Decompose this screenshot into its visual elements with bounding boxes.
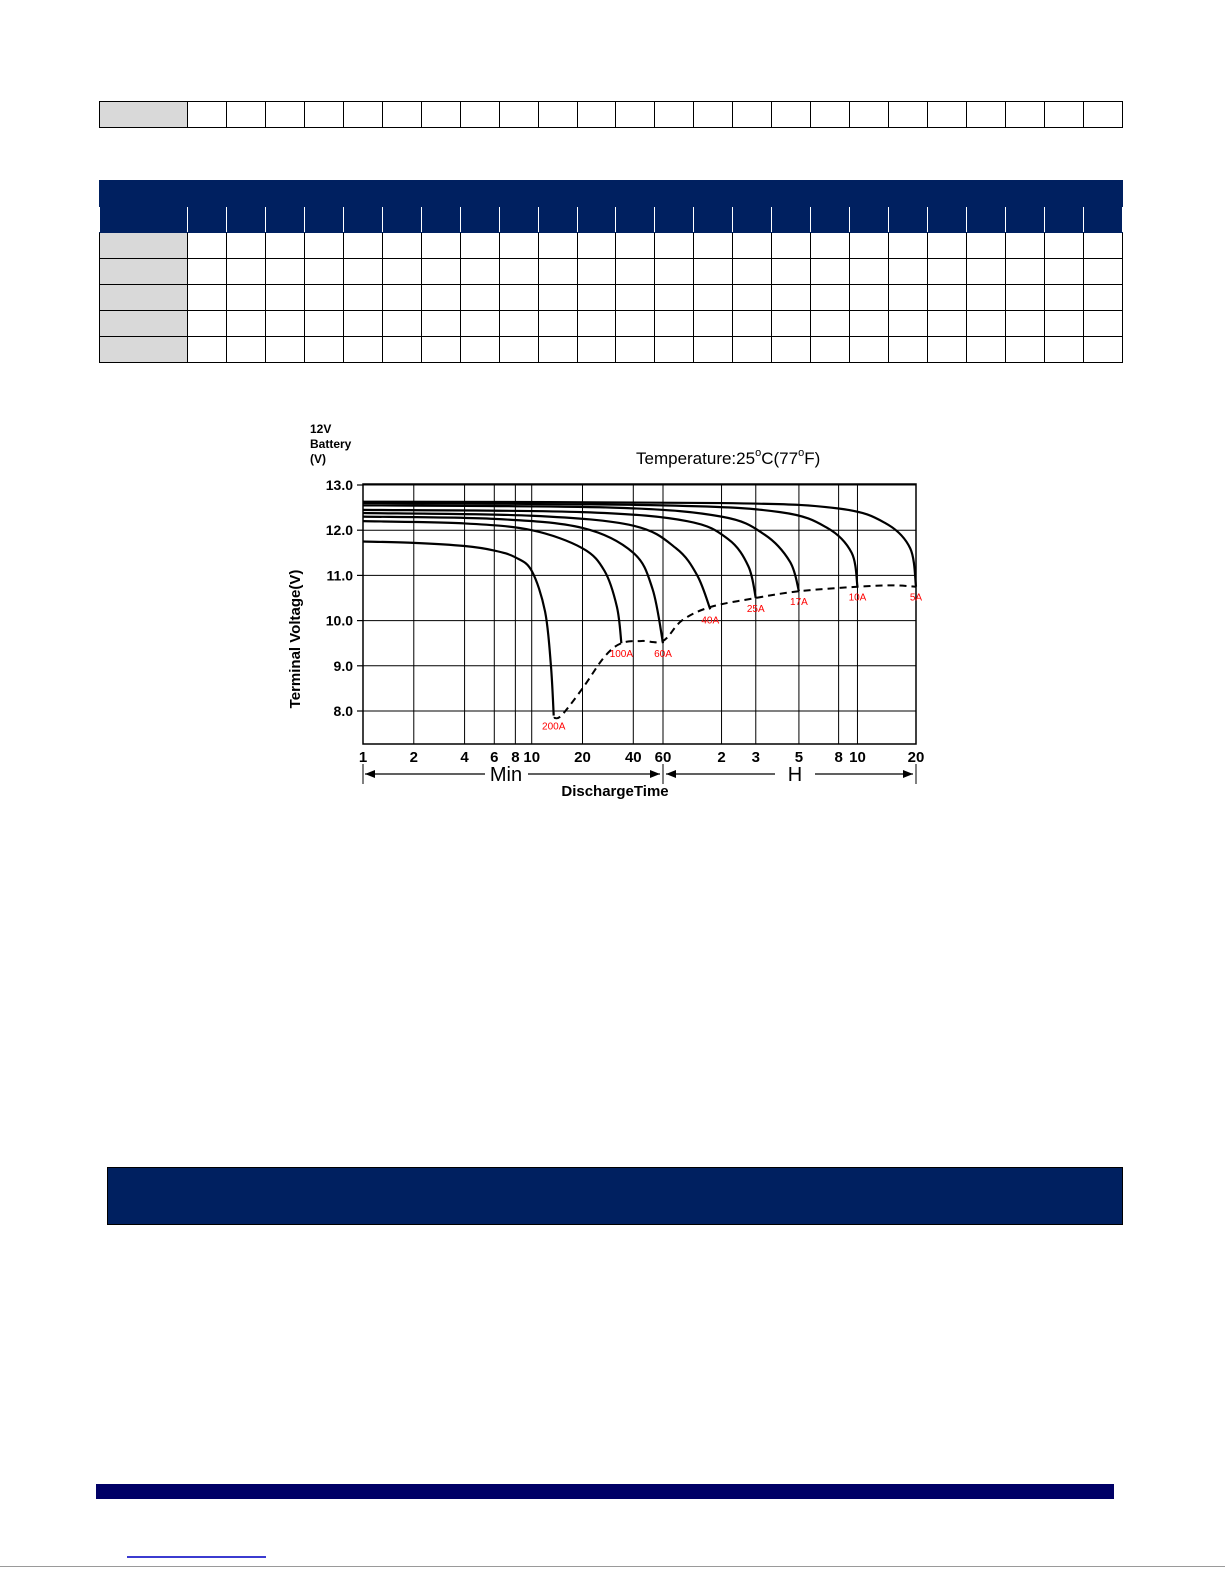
table-header-cell <box>499 181 577 207</box>
curve-label: 25A <box>746 604 765 615</box>
table-row <box>100 285 1123 311</box>
table-row <box>100 259 1123 285</box>
table-header-cell <box>265 181 343 207</box>
table-header-cell <box>188 181 266 207</box>
corner-label-line: Battery <box>310 437 352 451</box>
x-tick-label: 60 <box>654 749 672 766</box>
curve-label: 5A <box>909 592 923 604</box>
table-header-cell <box>967 181 1045 207</box>
table-subheader-row <box>100 207 1123 233</box>
x-tick-label: 4 <box>460 749 469 766</box>
table-cell <box>616 102 655 128</box>
arrow-head <box>903 770 913 778</box>
table-cell <box>499 102 538 128</box>
table-row <box>100 233 1123 259</box>
curve-label: 10A <box>848 592 867 604</box>
x-tick-label: 2 <box>717 749 726 766</box>
y-tick-label: 13.0 <box>325 477 353 493</box>
table-cell <box>889 102 928 128</box>
y-axis-title: Terminal Voltage(V) <box>287 569 304 709</box>
discharge-table <box>99 180 1123 363</box>
y-tick-label: 12.0 <box>325 522 353 539</box>
table-header-cell <box>655 181 733 207</box>
corner-label-line: 12V <box>310 422 332 436</box>
discharge-curve-chart <box>280 420 930 810</box>
degree-sign: o <box>798 447 805 459</box>
table-cell <box>694 102 733 128</box>
arrow-head <box>650 770 660 778</box>
x-tick-label: 6 <box>490 749 499 766</box>
x-tick-label: 10 <box>523 749 541 766</box>
table-cell <box>577 102 616 128</box>
table-cell <box>1044 102 1083 128</box>
x-tick-label: 10 <box>849 749 866 766</box>
table-cell <box>928 102 967 128</box>
arrow-head <box>666 770 676 778</box>
x-tick-label: 20 <box>907 749 925 766</box>
table-cell <box>1006 102 1045 128</box>
x-tick-label: 8 <box>511 749 520 766</box>
table-header-cell <box>811 181 889 207</box>
table-cell <box>538 102 577 128</box>
x-axis-title: DischargeTime <box>561 783 669 800</box>
x-tick-label: 2 <box>409 749 418 766</box>
degree-sign: o <box>755 447 762 459</box>
x-tick-label: 20 <box>574 749 591 766</box>
footer-link-underline[interactable] <box>127 1556 266 1558</box>
curve-label: 17A <box>790 597 808 609</box>
arrow-head <box>365 770 375 778</box>
table-row <box>100 337 1123 363</box>
table-cell <box>655 102 694 128</box>
chart-title <box>636 447 820 468</box>
table-cell <box>772 102 811 128</box>
x-region-label-min: Min <box>489 764 523 786</box>
x-tick-label: 8 <box>834 749 843 766</box>
table-header-cell <box>889 181 967 207</box>
table-cell <box>811 102 850 128</box>
table-cell <box>733 102 772 128</box>
table-row <box>100 311 1123 337</box>
table-header-cell <box>343 181 421 207</box>
table-cell <box>1083 102 1122 128</box>
curve-label: 200A <box>542 721 566 733</box>
page-bottom-line <box>0 1566 1225 1567</box>
y-tick-label: 10.0 <box>325 612 353 629</box>
section-header-bar <box>107 1167 1123 1225</box>
table-cell <box>343 102 382 128</box>
table-cell <box>382 102 421 128</box>
y-tick-label: 9.0 <box>333 657 353 674</box>
table-header-cell <box>1044 181 1122 207</box>
y-tick-label: 11.0 <box>326 567 353 584</box>
chart-title-suffix: F) <box>804 449 821 468</box>
x-tick-label: 1 <box>358 749 368 766</box>
x-tick-label: 3 <box>751 749 760 766</box>
table-header-cell <box>421 181 499 207</box>
table-row <box>100 102 1123 128</box>
x-tick-label: 40 <box>624 749 642 766</box>
corner-label-line: (V) <box>310 452 326 466</box>
chart-title-mid: C(77 <box>761 449 799 468</box>
table-header-row <box>100 181 1123 207</box>
table-cell <box>304 102 343 128</box>
x-tick-label: 5 <box>794 749 804 766</box>
curve-label: 60A <box>654 649 672 661</box>
y-tick-label: 8.0 <box>333 703 353 719</box>
table-header-cell <box>733 181 811 207</box>
table-cell <box>460 102 499 128</box>
table-cell <box>188 102 227 128</box>
x-region-label-h: H <box>787 764 803 786</box>
spec-table <box>99 101 1123 128</box>
table-cell <box>421 102 460 128</box>
table-header-cell <box>100 207 188 233</box>
table-cell <box>226 102 265 128</box>
footer-bar <box>96 1484 1114 1499</box>
table-header-cell <box>100 181 188 207</box>
table-cell <box>850 102 889 128</box>
curve-label: 40A <box>701 615 720 627</box>
table-header-cell <box>100 102 188 128</box>
table-header-cell <box>577 181 655 207</box>
chart-title-prefix: Temperature:25 <box>636 449 756 468</box>
table-cell <box>265 102 304 128</box>
curve-label: 100A <box>609 649 634 661</box>
table-cell <box>967 102 1006 128</box>
